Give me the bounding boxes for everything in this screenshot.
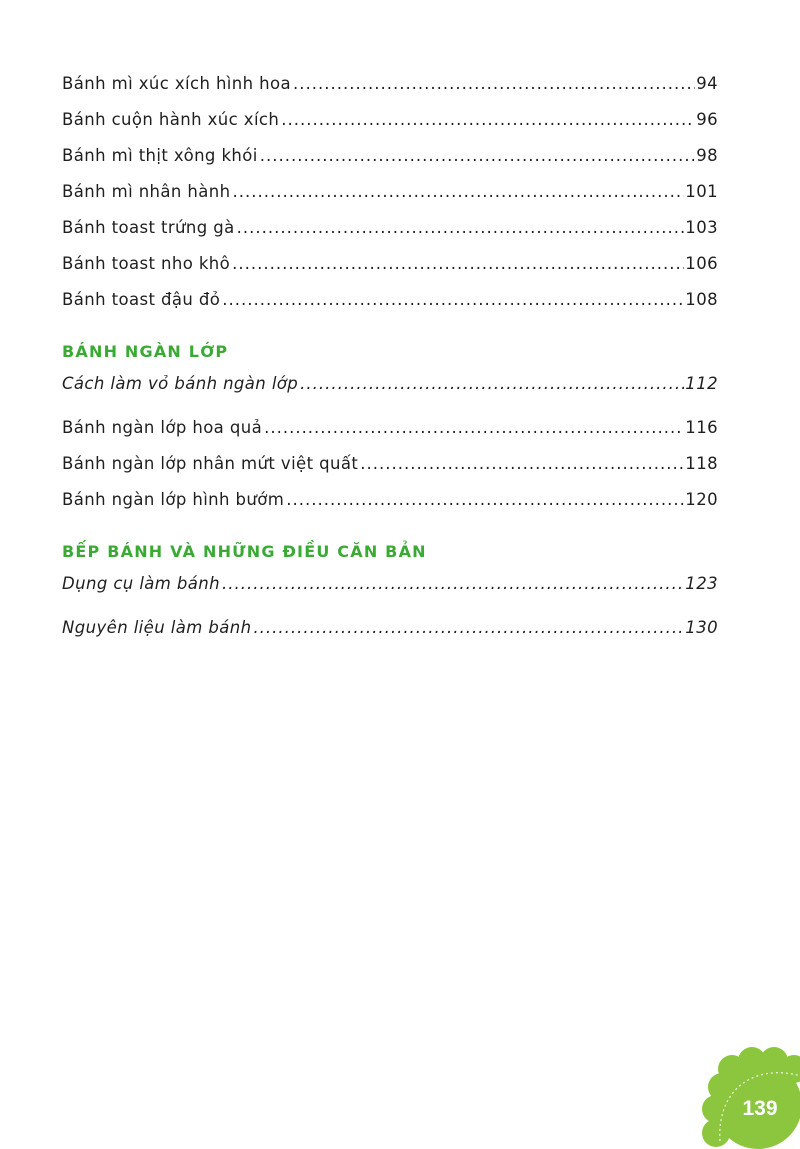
toc-entry-page: 98 <box>696 146 718 165</box>
dot-leader <box>222 572 684 596</box>
toc-entry-title: Bánh mì thịt xông khói <box>62 146 258 165</box>
toc-entry[interactable] <box>62 572 718 608</box>
toc-entry[interactable] <box>62 288 718 324</box>
toc-entry-page: 94 <box>696 74 718 93</box>
dot-leader <box>300 372 684 396</box>
toc-section <box>62 72 718 324</box>
page-badge-icon <box>696 1041 800 1149</box>
dot-leader <box>293 72 695 96</box>
toc-entry-page: 106 <box>685 254 718 273</box>
dot-leader <box>232 252 684 276</box>
toc-section <box>62 538 718 652</box>
dot-leader <box>260 144 695 168</box>
toc-entry[interactable] <box>62 252 718 288</box>
toc-entry-title: Nguyên liệu làm bánh <box>62 618 252 637</box>
dot-leader <box>360 452 684 476</box>
toc-section <box>62 338 718 524</box>
toc-entry-page: 101 <box>685 182 718 201</box>
toc-entry[interactable] <box>62 488 718 524</box>
toc-entry-page: 112 <box>685 374 718 393</box>
page-number: 139 <box>742 1097 778 1120</box>
toc-entry-title: Dụng cụ làm bánh <box>62 574 221 593</box>
dot-leader <box>264 416 684 440</box>
toc-entry[interactable] <box>62 216 718 252</box>
toc-entry-page: 116 <box>685 418 718 437</box>
toc-entry[interactable] <box>62 108 718 144</box>
toc-entry-page: 103 <box>685 218 718 237</box>
section-heading: BÁNH NGÀN LỚP <box>62 342 229 361</box>
toc-entry-title: Bánh mì xúc xích hình hoa <box>62 74 292 93</box>
toc-entry-title: Bánh ngàn lớp hoa quả <box>62 418 263 437</box>
toc-entry-title: Bánh toast nho khô <box>62 254 231 273</box>
toc-entry[interactable] <box>62 372 718 408</box>
toc-entry[interactable] <box>62 72 718 108</box>
toc-entry-page: 130 <box>685 618 718 637</box>
section-heading: BẾP BÁNH VÀ NHỮNG ĐIỀU CĂN BẢN <box>62 542 427 561</box>
table-of-contents <box>62 72 718 652</box>
toc-entry[interactable] <box>62 452 718 488</box>
dot-leader <box>222 288 684 312</box>
toc-entry-page: 120 <box>685 490 718 509</box>
dot-leader <box>233 180 685 204</box>
toc-entry-page: 108 <box>685 290 718 309</box>
toc-entry-title: Bánh toast đậu đỏ <box>62 290 221 309</box>
toc-entry-title: Bánh cuộn hành xúc xích <box>62 110 280 129</box>
toc-entry-title: Cách làm vỏ bánh ngàn lớp <box>62 374 299 393</box>
spacer <box>62 408 718 416</box>
toc-entry-title: Bánh toast trứng gà <box>62 218 235 237</box>
toc-entry[interactable] <box>62 180 718 216</box>
toc-entry[interactable] <box>62 416 718 452</box>
toc-entry-title: Bánh ngàn lớp nhân mứt việt quất <box>62 454 359 473</box>
dot-leader <box>237 216 685 240</box>
dot-leader <box>281 108 695 132</box>
toc-entry[interactable] <box>62 144 718 180</box>
toc-entry-page: 123 <box>685 574 718 593</box>
spacer <box>62 608 718 616</box>
toc-entry-page: 118 <box>685 454 718 473</box>
toc-entry-page: 96 <box>696 110 718 129</box>
toc-entry[interactable] <box>62 616 718 652</box>
dot-leader <box>253 616 684 640</box>
dot-leader <box>286 488 684 512</box>
toc-entry-title: Bánh ngàn lớp hình bướm <box>62 490 285 509</box>
toc-entry-title: Bánh mì nhân hành <box>62 182 231 201</box>
